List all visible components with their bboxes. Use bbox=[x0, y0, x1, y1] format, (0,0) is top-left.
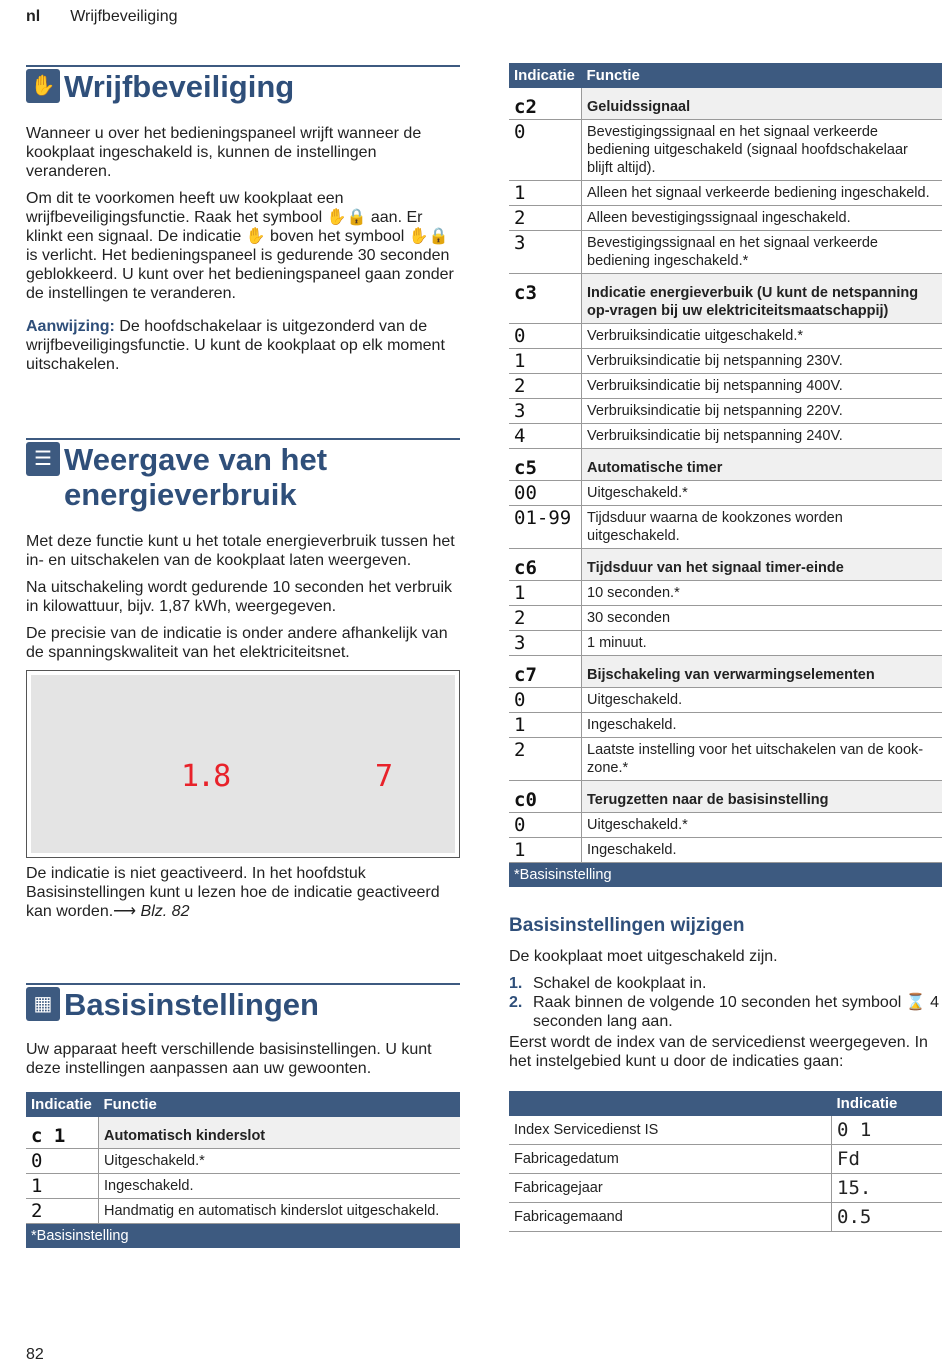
list-item bbox=[509, 974, 942, 993]
table-row bbox=[26, 1199, 460, 1224]
service-info-table bbox=[509, 1091, 942, 1232]
page-reference: Blz. 82 bbox=[140, 903, 190, 920]
indicator-code: 00 bbox=[509, 481, 582, 506]
function-text: Uitgeschakeld.* bbox=[99, 1149, 461, 1174]
paragraph: Met deze functie kunt u het totale energieverbruik tussen het in- en uitschakelen van de kookplaat laten weergeven. bbox=[26, 533, 455, 569]
table-row bbox=[509, 549, 942, 581]
column-header: Indicatie bbox=[26, 1092, 99, 1117]
function-text: Laatste instelling voor het uitschakelen van de kook-zone.* bbox=[582, 738, 943, 781]
section-wrijfbeveiliging bbox=[26, 65, 460, 104]
table-row bbox=[26, 1174, 460, 1199]
function-text: Automatische timer bbox=[582, 449, 943, 481]
function-text: 10 seconden.* bbox=[582, 581, 943, 606]
table-row bbox=[26, 1149, 460, 1174]
footnote-text: *Basisinstelling bbox=[509, 863, 942, 888]
function-text: Uitgeschakeld.* bbox=[582, 813, 943, 838]
indicator-code: c5 bbox=[509, 449, 582, 481]
hand-lock-icon: ✋ bbox=[26, 69, 60, 103]
steps-list bbox=[509, 974, 942, 1031]
indicator-code: 2 bbox=[509, 206, 582, 231]
table-row bbox=[509, 424, 942, 449]
indicator-code: 0 bbox=[509, 688, 582, 713]
grid-settings-icon: ▦ bbox=[26, 987, 60, 1021]
note-text: De hoofdschakelaar is uitgezonderd van de wrijfbeveiligingsfunctie. U kunt de kookplaat op elk moment uitschakelen. bbox=[26, 318, 445, 373]
footnote-text: *Basisinstelling bbox=[26, 1224, 460, 1249]
table-row bbox=[509, 181, 942, 206]
table-row bbox=[509, 399, 942, 424]
section-energieverbruik bbox=[26, 438, 460, 512]
info-label: Fabricagejaar bbox=[509, 1174, 832, 1203]
note bbox=[26, 317, 460, 374]
function-text: Ingeschakeld. bbox=[582, 713, 943, 738]
table-row bbox=[509, 1174, 942, 1203]
function-text: Ingeschakeld. bbox=[582, 838, 943, 863]
table-row bbox=[509, 374, 942, 399]
display-value-left: 1.8 bbox=[181, 759, 230, 794]
indicator-code: 1 bbox=[509, 349, 582, 374]
table-row bbox=[509, 738, 942, 781]
info-label: Fabricagedatum bbox=[509, 1145, 832, 1174]
settings-table-right bbox=[509, 63, 942, 887]
indicator-code: 2 bbox=[509, 738, 582, 781]
indicator-code: c3 bbox=[509, 274, 582, 324]
function-text: Alleen het signaal verkeerde bediening ingeschakeld. bbox=[582, 181, 943, 206]
function-text: 30 seconden bbox=[582, 606, 943, 631]
table-row bbox=[509, 581, 942, 606]
info-label: Fabricagemaand bbox=[509, 1203, 832, 1232]
indicator-code: 0 bbox=[26, 1149, 99, 1174]
function-text: Verbruiksindicatie bij netspanning 230V. bbox=[582, 349, 943, 374]
table-row bbox=[509, 781, 942, 813]
function-text: Bevestigingssignaal en het signaal verkeerde bediening uitgeschakeld (signaal hoofdschakelaar blijft altijd). bbox=[582, 120, 943, 181]
table-row bbox=[509, 838, 942, 863]
indicator-code: c6 bbox=[509, 549, 582, 581]
table-row bbox=[509, 1145, 942, 1174]
function-text: Uitgeschakeld. bbox=[582, 688, 943, 713]
function-text: Tijdsduur van het signaal timer-einde bbox=[582, 549, 943, 581]
step-text: Schakel de kookplaat in. bbox=[533, 975, 707, 992]
paragraph: Wanneer u over het bedieningspaneel wrijft wanneer de kookplaat ingeschakeld is, kunnen de instellingen veranderen. bbox=[26, 125, 422, 180]
column-header bbox=[509, 1091, 832, 1116]
paragraph: De precisie van de indicatie is onder andere afhankelijk van de spanningskwaliteit van het elektriciteitsnet. bbox=[26, 625, 448, 661]
table-row bbox=[509, 713, 942, 738]
indicator-code: c0 bbox=[509, 781, 582, 813]
function-text: Bevestigingssignaal en het signaal verkeerde bediening ingeschakeld.* bbox=[582, 231, 943, 274]
function-text: Tijdsduur waarna de kookzones worden uitgeschakeld. bbox=[582, 506, 943, 549]
indicator-code: 3 bbox=[509, 231, 582, 274]
energy-display-icon: ☰ bbox=[26, 442, 60, 476]
paragraph: De kookplaat moet uitgeschakeld zijn. bbox=[509, 948, 778, 965]
info-value: 0 1 bbox=[832, 1116, 943, 1145]
indicator-code: 1 bbox=[509, 581, 582, 606]
table-row bbox=[26, 1117, 460, 1149]
indicator-code: 1 bbox=[509, 838, 582, 863]
column-header: Indicatie bbox=[832, 1091, 943, 1116]
indicator-code: 1 bbox=[509, 181, 582, 206]
table-row bbox=[509, 688, 942, 713]
paragraph-text: De indicatie is niet geactiveerd. In het hoofdstuk Basisinstellingen kunt u lezen hoe de indicatie geactiveerd kan worden.⟶ bbox=[26, 865, 440, 920]
indicator-code: 2 bbox=[509, 606, 582, 631]
indicator-code: 0 bbox=[509, 813, 582, 838]
function-text: Bijschakeling van verwarmingselementen bbox=[582, 656, 943, 688]
table-row bbox=[509, 231, 942, 274]
indicator-code: 2 bbox=[509, 374, 582, 399]
settings-table-left bbox=[26, 1092, 460, 1248]
header-title: Wrijfbeveiliging bbox=[70, 8, 178, 25]
function-text: Automatisch kinderslot bbox=[99, 1117, 461, 1149]
table-footnote bbox=[509, 863, 942, 888]
paragraph: Om dit te voorkomen heeft uw kookplaat een wrijfbeveiligingsfunctie. Raak het symbool ✋🔒 aan. Er klinkt een signaal. De indicatie ✋ boven het symbool ✋🔒 is verlicht. Het bedieningspaneel is gedurende 30 seconden geblokkeerd. U kunt over het bedieningspaneel gaan zonder de instellingen te veranderen. bbox=[26, 190, 454, 302]
table-row bbox=[509, 449, 942, 481]
table-row bbox=[509, 606, 942, 631]
indicator-code: 1 bbox=[509, 713, 582, 738]
column-header: Functie bbox=[582, 63, 943, 88]
step-number: 2. bbox=[509, 994, 523, 1011]
column-header: Indicatie bbox=[509, 63, 582, 88]
section-title: Basisinstellingen bbox=[64, 987, 319, 1022]
table-row bbox=[509, 656, 942, 688]
function-text: Verbruiksindicatie uitgeschakeld.* bbox=[582, 324, 943, 349]
section-title: Wrijfbeveiliging bbox=[64, 69, 295, 104]
section-basisinstellingen bbox=[26, 983, 460, 1022]
indicator-code: 3 bbox=[509, 399, 582, 424]
column-header: Functie bbox=[99, 1092, 461, 1117]
step-text: Raak binnen de volgende 10 seconden het symbool ⌛ 4 seconden lang aan. bbox=[533, 994, 939, 1030]
table-row bbox=[509, 88, 942, 120]
indicator-code: c7 bbox=[509, 656, 582, 688]
note-label: Aanwijzing: bbox=[26, 318, 115, 335]
language-code: nl bbox=[26, 8, 41, 25]
table-row bbox=[509, 349, 942, 374]
table-row bbox=[509, 481, 942, 506]
paragraph: Na uitschakeling wordt gedurende 10 seconden het verbruik in kilowattuur, bijv. 1,87 kWh, weergegeven. bbox=[26, 579, 453, 615]
table-row bbox=[509, 506, 942, 549]
table-row bbox=[509, 813, 942, 838]
function-text: Handmatig en automatisch kinderslot uitgeschakeld. bbox=[99, 1199, 461, 1224]
table-row bbox=[509, 120, 942, 181]
table-footnote bbox=[26, 1224, 460, 1249]
function-text: Uitgeschakeld.* bbox=[582, 481, 943, 506]
indicator-code: c2 bbox=[509, 88, 582, 120]
indicator-code: 0 bbox=[509, 120, 582, 181]
table-row bbox=[509, 206, 942, 231]
left-column bbox=[26, 65, 460, 1248]
display-value-right: 7 bbox=[375, 759, 392, 794]
function-text: 1 minuut. bbox=[582, 631, 943, 656]
subsection-title: Basisinstellingen wijzigen bbox=[509, 915, 745, 936]
table-row bbox=[509, 1116, 942, 1145]
function-text: Geluidssignaal bbox=[582, 88, 943, 120]
indicator-code: 3 bbox=[509, 631, 582, 656]
function-text: Ingeschakeld. bbox=[99, 1174, 461, 1199]
function-text: Verbruiksindicatie bij netspanning 240V. bbox=[582, 424, 943, 449]
paragraph: Eerst wordt de index van de servicedienst weergegeven. In het instelgebied kunt u door de indicaties gaan: bbox=[509, 1034, 928, 1070]
function-text: Alleen bevestigingssignaal ingeschakeld. bbox=[582, 206, 943, 231]
function-text: Terugzetten naar de basisinstelling bbox=[582, 781, 943, 813]
page-number: 82 bbox=[26, 1346, 44, 1363]
indicator-code: 2 bbox=[26, 1199, 99, 1224]
info-label: Index Servicedienst IS bbox=[509, 1116, 832, 1145]
indicator-code: 0 bbox=[509, 324, 582, 349]
paragraph bbox=[26, 864, 460, 921]
step-number: 1. bbox=[509, 975, 523, 992]
function-text: Verbruiksindicatie bij netspanning 220V. bbox=[582, 399, 943, 424]
info-value: 0.5 bbox=[832, 1203, 943, 1232]
indicator-code: 01-99 bbox=[509, 506, 582, 549]
page-header bbox=[26, 8, 178, 26]
info-value: Fd bbox=[832, 1145, 943, 1174]
right-column bbox=[509, 63, 942, 1232]
indicator-code: c 1 bbox=[26, 1117, 99, 1149]
list-item bbox=[509, 993, 942, 1031]
table-row bbox=[509, 274, 942, 324]
indicator-code: 1 bbox=[26, 1174, 99, 1199]
table-row bbox=[509, 1203, 942, 1232]
table-row bbox=[509, 631, 942, 656]
table-row bbox=[509, 324, 942, 349]
paragraph: Uw apparaat heeft verschillende basisinstellingen. U kunt deze instellingen aanpassen aan uw gewoonten. bbox=[26, 1041, 432, 1077]
info-value: 15. bbox=[832, 1174, 943, 1203]
function-text: Indicatie energieverbuik (U kunt de netspanning op-vragen bij uw elektriciteitsmaatschappij) bbox=[582, 274, 943, 324]
function-text: Verbruiksindicatie bij netspanning 400V. bbox=[582, 374, 943, 399]
section-title: Weergave van het energieverbruik bbox=[64, 442, 328, 512]
energy-display-image bbox=[26, 670, 460, 858]
indicator-code: 4 bbox=[509, 424, 582, 449]
